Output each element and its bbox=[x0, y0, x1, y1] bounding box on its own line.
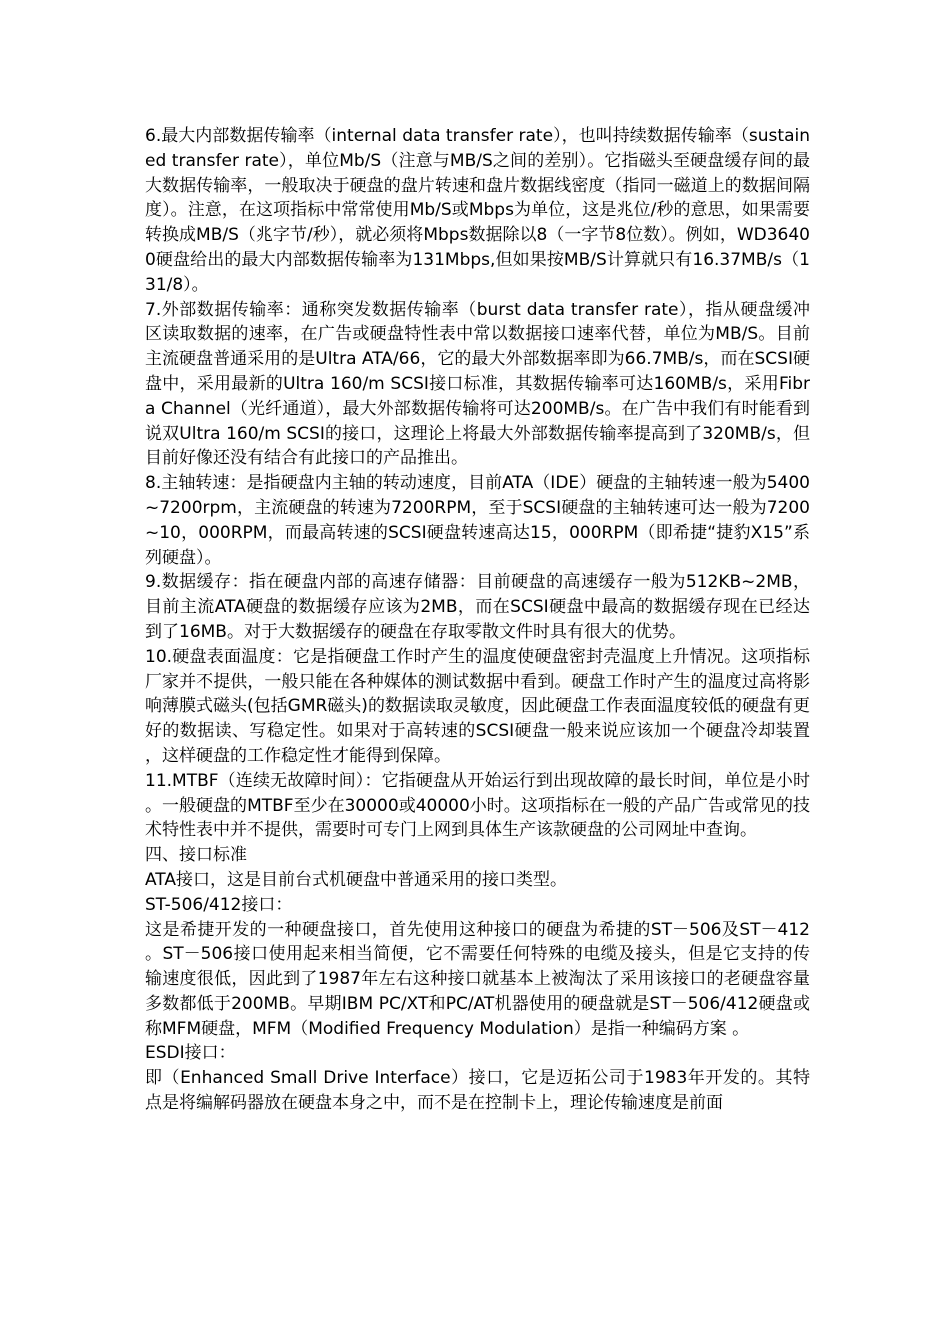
subheading-st506-interface: ST-506/412接口： bbox=[145, 894, 293, 915]
document-body bbox=[145, 124, 810, 1116]
paragraph-st506-description: 这是希捷开发的一种硬盘接口，首先使用这种接口的硬盘为希捷的ST－506及ST－412。ST－506接口使用起来相当简便，它不需要任何特殊的电缆及接头，但是它支持的传输速度很低，因此到了1987年左右这种接口就基本上被淘汰了采用该接口的老硬盘容量多数都低于200MB。早期IBM PC/XT和PC/AT机器使用的硬盘就是ST－506/412硬盘或称MFM硬盘，MFM（Modified Frequency Modulation）是指一种编码方案 。 bbox=[145, 919, 810, 1039]
subheading-esdi-interface: ESDI接口： bbox=[145, 1043, 236, 1064]
paragraph-ata-interface: ATA接口，这是目前台式机硬盘中普通采用的接口类型。 bbox=[145, 869, 568, 890]
paragraph-external-transfer-rate: 7.外部数据传输率：通称突发数据传输率（burst data transfer rate），指从硬盘缓冲区读取数据的速率，在广告或硬盘特性表中常以数据接口速率代替，单位为MB/S。目前主流硬盘普通采用的是Ultra ATA/66，它的最大外部数据率即为66.7MB/s，而在SCSI硬盘中，采用最新的Ultra 160/m SCSI接口标准，其数据传输率可达160MB/s，采用Fibra Channel（光纤通道），最大外部数据传输将可达200MB/s。在广告中我们有时能看到说双Ultra 160/m SCSI的接口，这理论上将最大外部数据传输率提高到了320MB/s，但目前好像还没有结合有此接口的产品推出。 bbox=[145, 299, 810, 469]
section-heading-interface-standards: 四、接口标准 bbox=[145, 845, 247, 866]
paragraph-surface-temperature: 10.硬盘表面温度：它是指硬盘工作时产生的温度使硬盘密封壳温度上升情况。这项指标厂家并不提供，一般只能在各种媒体的测试数据中看到。硬盘工作时产生的温度过高将影响薄膜式磁头(包括GMR磁头)的数据读取灵敏度，因此硬盘工作表面温度较低的硬盘有更好的数据读、写稳定性。如果对于高转速的SCSI硬盘一般来说应该加一个硬盘冷却装置，这样硬盘的工作稳定性才能得到保障。 bbox=[145, 646, 810, 766]
paragraph-mtbf: 11.MTBF（连续无故障时间）：它指硬盘从开始运行到出现故障的最长时间，单位是小时。一般硬盘的MTBF至少在30000或40000小时。这项指标在一般的产品广告或常见的技术特性表中并不提供，需要时可专门上网到具体生产该款硬盘的公司网址中查询。 bbox=[145, 770, 810, 841]
paragraph-max-internal-transfer-rate: 6.最大内部数据传输率（internal data transfer rate），也叫持续数据传输率（sustained transfer rate），单位Mb/S（注意与MB/S之间的差别）。它指磁头至硬盘缓存间的最大数据传输率，一般取决于硬盘的盘片转速和盘片数据线密度（指同一磁道上的数据间隔度）。注意，在这项指标中常常使用Mb/S或Mbps为单位，这是兆位/秒的意思，如果需要转换成MB/S（兆字节/秒），就必须将Mbps数据除以8（一字节8位数）。例如，WD36400硬盘给出的最大内部数据传输率为131Mbps,但如果按MB/S计算就只有16.37MB/s（131/8）。 bbox=[145, 126, 810, 295]
paragraph-data-cache: 9.数据缓存：指在硬盘内部的高速存储器：目前硬盘的高速缓存一般为512KB~2MB，目前主流ATA硬盘的数据缓存应该为2MB，而在SCSI硬盘中最高的数据缓存现在已经达到了16MB。对于大数据缓存的硬盘在存取零散文件时具有很大的优势。 bbox=[145, 572, 810, 642]
paragraph-spindle-speed: 8.主轴转速：是指硬盘内主轴的转动速度，目前ATA（IDE）硬盘的主轴转速一般为5400~7200rpm，主流硬盘的转速为7200RPM，至于SCSI硬盘的主轴转速可达一般为7200~10，000RPM，而最高转速的SCSI硬盘转速高达15，000RPM（即希捷“捷豹X15”系列硬盘）。 bbox=[145, 473, 810, 568]
paragraph-esdi-description: 即（Enhanced Small Drive Interface）接口，它是迈拓公司于1983年开发的。其特点是将编解码器放在硬盘本身之中，而不是在控制卡上，理论传输速度是前面 bbox=[145, 1068, 810, 1114]
